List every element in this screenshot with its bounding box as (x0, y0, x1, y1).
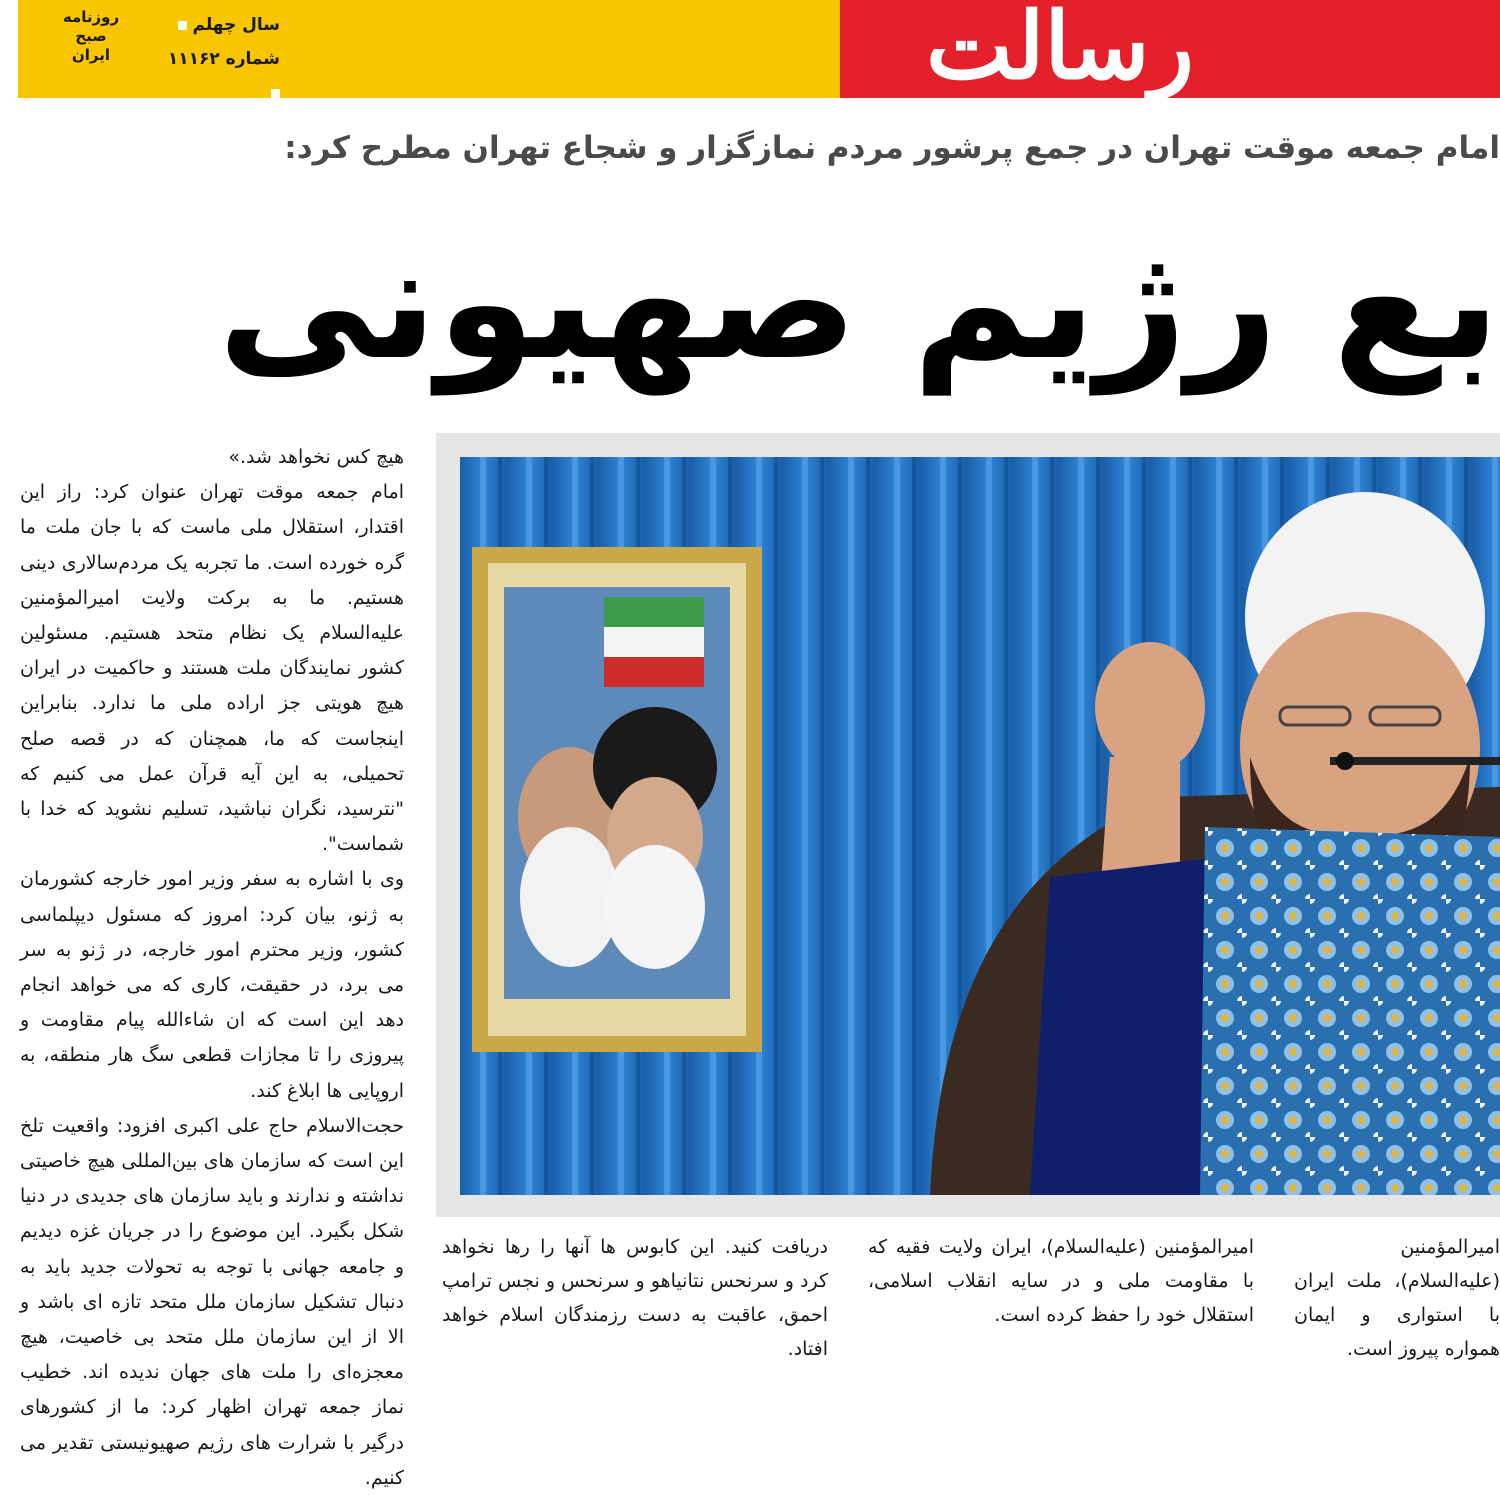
news-photo (460, 457, 1500, 1195)
newspaper-logo: رسالت (926, 0, 1194, 100)
issue-info (150, 8, 280, 110)
main-headline: بع رژیم صهیونی (217, 211, 1500, 395)
bottom-column (868, 1230, 1254, 1326)
masthead-yellow-band (18, 0, 840, 98)
brand-line-2: صبح (75, 27, 107, 45)
issue-year-row (150, 8, 280, 42)
issue-number-row (150, 42, 280, 110)
issue-year: سال چهلم (192, 15, 280, 35)
brand-line-3: ایران (71, 46, 111, 64)
brand-line-1: روزنامه (62, 8, 120, 26)
issue-number: شماره ۱۱۱۶۲ (167, 49, 280, 69)
bottom-column (442, 1230, 828, 1360)
square-bullet-icon (271, 89, 280, 98)
bottom-column-text: دریافت کنید. این کابوس ها آنها را رها نخواهد کرد و سرنحس نتانیاهو و سرنحس و نجس ترامپ احمق، عاقبت به دست رزمندگان اسلام خواهد افتاد. (442, 1236, 828, 1360)
photo-illustration (460, 457, 1500, 1195)
article-paragraph: وی با اشاره به سفر وزیر امور خارجه کشورمان به ژنو، بیان کرد: امروز که مسئول دیپلماسی کشور، وزیر محترم امور خارجه، در ژنو به سر می برد، در حقیقت، کاری که می خواهد انجام دهد این است که ان شاءالله پیام مقاومت و پیروزی را تا مجازات قطعی سگ هار منطقه، به اروپایی ها ابلاغ کند. (20, 868, 404, 1102)
article-paragraph: هیچ کس نخواهد شد.» (228, 446, 404, 468)
bottom-column-text: امیرالمؤمنین (علیه‌السلام)، ملت ایران با استواری و ایمان همواره پیروز است. (1294, 1236, 1500, 1360)
article-paragraph: حجت‌الاسلام حاج علی اکبری افزود: واقعیت تلخ این است که سازمان های بین‌المللی هیچ خاصیتی نداشته و ندارند و باید سازمان های جدیدی در دنیا شکل بگیرد. این موضوع را در جریان غزه دیدیم و جامعه جهانی با توجه به تحولات جدید باید به دنبال تشکیل سازمان ملل متحد تازه ای باشد و الا از این سازمان ملل متحد بی خاصیت، هیچ معجزه‌ای را ملت های جهان ندیده اند. خطیب نماز جمعه تهران اظهار کرد: ما از کشورهای درگیر با شرارت های رژیم صهیونیستی تقدیر می کنیم. (20, 1114, 404, 1489)
square-bullet-icon (178, 21, 187, 30)
article-paragraph: امام جمعه موقت تهران عنوان کرد: راز این اقتدار، استقلال ملی ماست که با جان ملت ما گره خورده است. ما تجربه یک مردم‌سالاری دینی هستیم. ما به برکت ولایت امیرالمؤمنین علیه‌السلام یک نظام متحد هستیم. مسئولین کشور نمایندگان ملت هستند و حاکمیت در ایران هیچ هویتی جز اراده ملی ما ندارد. بنابراین اینجاست که ما، همچنان که در قصه صلح تحمیلی، به این آیه قرآن عمل می کنیم که "نترسید، نگران نباشید، تسلیم نشوید که خدا با شماست". (20, 481, 404, 856)
bottom-column (1294, 1230, 1500, 1360)
bottom-column-text: امیرالمؤمنین (علیه‌السلام)، ایران ولایت فقیه که با مقاومت ملی و در سایه انقلاب اسلامی، استقلال خود را حفظ کرده است. (868, 1236, 1254, 1326)
kicker-line: امام جمعه موقت تهران در جمع پرشور مردم نمازگزار و شجاع تهران مطرح کرد: (284, 130, 1500, 166)
paper-brand-stack (50, 8, 132, 65)
article-body-column (20, 440, 404, 1489)
